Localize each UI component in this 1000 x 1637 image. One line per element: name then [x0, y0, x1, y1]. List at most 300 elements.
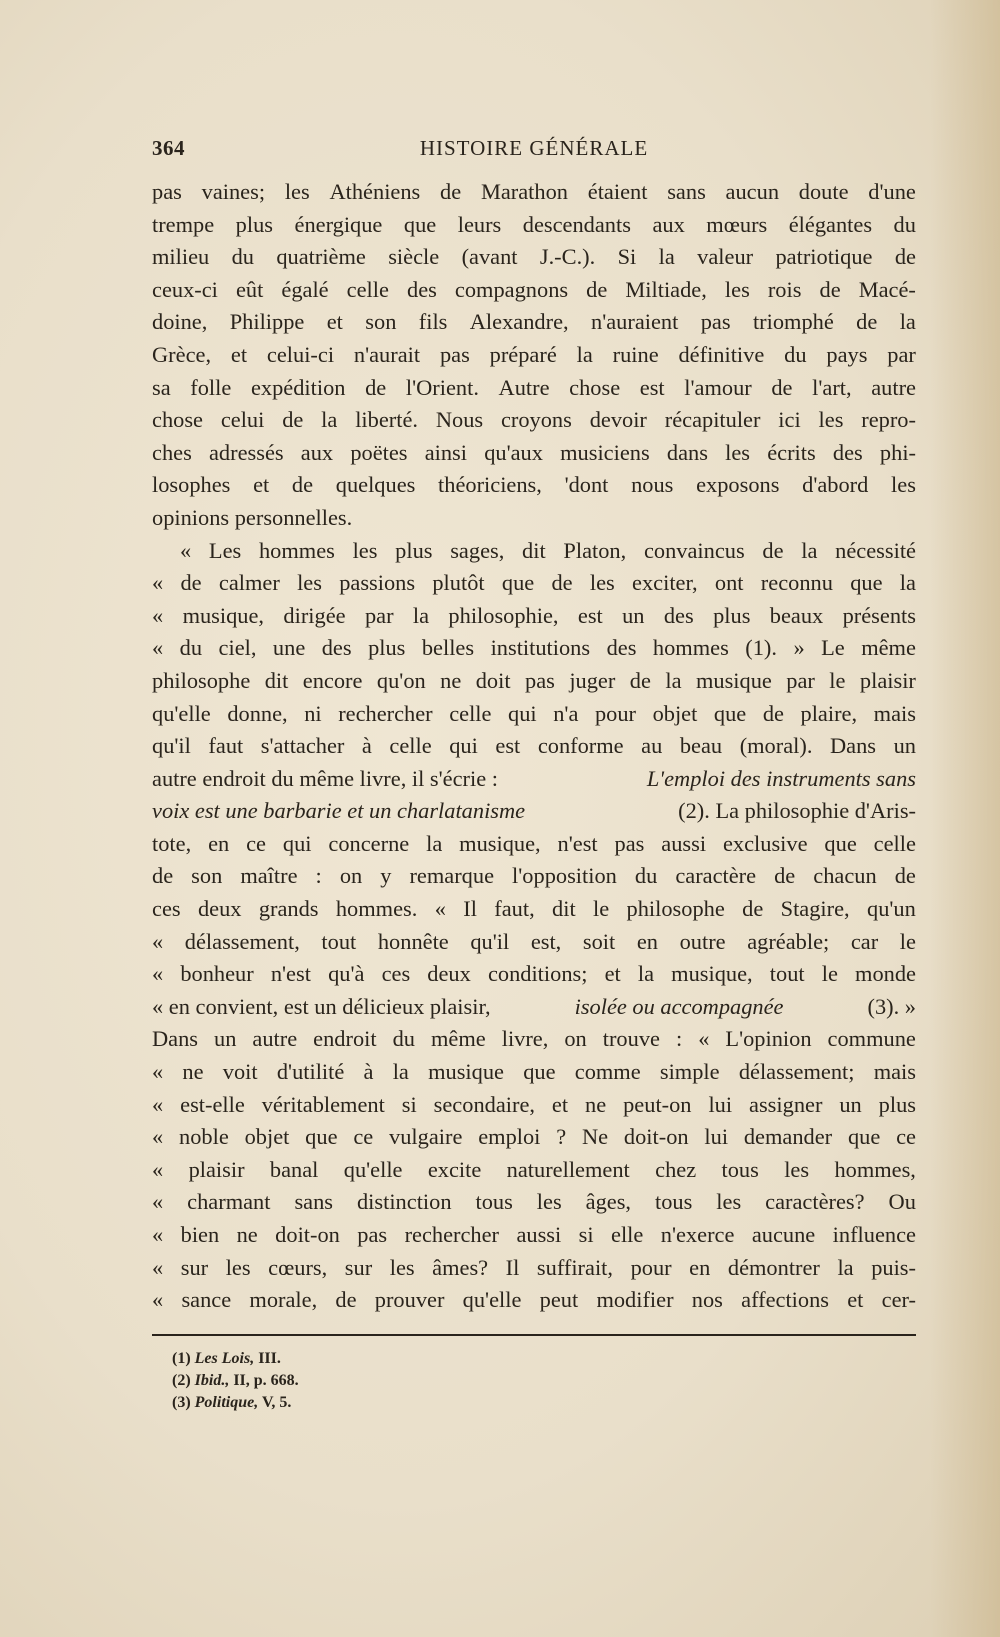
word: doute	[798, 179, 849, 204]
body-text	[152, 176, 916, 1317]
word: les	[724, 276, 750, 302]
word: l'amour	[684, 374, 752, 400]
word: pays	[826, 341, 868, 367]
word: est	[639, 374, 665, 400]
word: losophes	[152, 472, 231, 498]
word: eût	[235, 276, 264, 302]
text-line	[152, 1056, 916, 1089]
word: la	[412, 602, 430, 628]
word: de	[365, 374, 387, 400]
page-shadow	[930, 0, 1000, 1637]
word: musique,	[182, 602, 265, 628]
word: institutions	[490, 635, 591, 661]
word: ce	[246, 830, 266, 856]
word: tote,	[152, 830, 192, 856]
word: un	[893, 733, 916, 759]
word: agréable;	[747, 928, 830, 954]
word: du	[179, 635, 203, 661]
word: »	[793, 635, 805, 661]
word: lui	[704, 1124, 729, 1150]
text-line	[152, 1154, 916, 1187]
text-line	[152, 535, 916, 568]
word: la	[837, 1254, 854, 1280]
word: plutôt	[432, 570, 485, 596]
text-line	[152, 795, 916, 828]
word: du	[893, 211, 916, 237]
word: délassement;	[738, 1059, 855, 1085]
text-run: « en convient, est un délicieux plaisir,	[152, 993, 491, 1019]
word: maître	[240, 863, 298, 889]
word: nous	[631, 472, 674, 498]
word: cer-	[881, 1287, 916, 1313]
page-number: 364	[152, 136, 185, 160]
word: pas	[439, 341, 470, 367]
word: y	[380, 863, 392, 889]
word: ciel,	[218, 635, 257, 661]
word: honnête	[377, 928, 449, 954]
word: exposons	[696, 472, 780, 498]
word: demander	[743, 1124, 833, 1150]
word: qu'il	[152, 733, 191, 759]
word: ont	[714, 570, 744, 596]
word: de	[894, 244, 916, 270]
word: la	[899, 309, 916, 335]
word: on	[564, 1026, 587, 1052]
word: que	[403, 211, 437, 237]
word: sans	[667, 179, 706, 204]
text-line	[152, 665, 916, 698]
footnote-text: III.	[258, 1350, 281, 1367]
word: quatrième	[276, 244, 366, 270]
word: rechercher	[338, 700, 433, 726]
word: celui-ci	[266, 341, 335, 367]
word: en	[208, 830, 230, 856]
word: pour	[594, 700, 636, 726]
word: tout	[321, 928, 357, 954]
word: en	[636, 928, 658, 954]
word: définitive	[678, 341, 765, 367]
word: qu'aux	[484, 439, 543, 465]
word: comme	[574, 1059, 641, 1085]
text-line	[152, 698, 916, 731]
text-line	[152, 241, 916, 274]
text-line	[152, 274, 916, 307]
word: folle	[190, 374, 232, 400]
word: descendants	[522, 211, 631, 237]
word: que	[523, 1059, 556, 1085]
word: commune	[827, 1026, 916, 1052]
italic-run: voix est une barbarie et un charlatanisme	[152, 798, 526, 824]
word: distinction	[356, 1189, 452, 1215]
word: le	[899, 928, 916, 954]
word: trouve	[602, 1026, 660, 1052]
word: l'art,	[812, 374, 852, 400]
word: peut	[539, 1287, 579, 1313]
word: des	[663, 602, 694, 628]
word: sans	[294, 1189, 334, 1215]
word: rois	[767, 276, 802, 302]
word: pour	[630, 1254, 672, 1280]
word: morale,	[249, 1287, 318, 1313]
word: pas	[700, 309, 731, 335]
word: de	[819, 276, 841, 302]
word: les	[716, 1189, 742, 1215]
footnotes	[172, 1348, 772, 1414]
word: (avant	[461, 244, 518, 270]
word: «	[152, 1287, 164, 1313]
text-line	[152, 730, 916, 763]
word: plaire,	[800, 700, 858, 726]
word: «	[180, 537, 192, 563]
word: Philippe	[229, 309, 305, 335]
word: ne	[236, 1222, 258, 1247]
word: dit	[264, 667, 289, 693]
word: Si	[617, 244, 637, 270]
word: les	[297, 570, 322, 596]
word: affections	[741, 1287, 829, 1313]
word: mœurs	[706, 211, 768, 237]
word: lui	[708, 1091, 733, 1117]
word: milieu	[152, 244, 210, 270]
word: excite	[427, 1156, 482, 1182]
word: assigner	[749, 1091, 823, 1117]
word: sur	[180, 1254, 209, 1280]
page-header	[152, 128, 916, 168]
word: conforme	[537, 733, 624, 759]
text-line	[152, 600, 916, 633]
word: caractère	[675, 863, 757, 889]
word: le	[829, 667, 846, 693]
word: triomphé	[752, 309, 834, 335]
word: qu'elle	[343, 1156, 403, 1182]
word: musique,	[671, 961, 753, 987]
word: de	[771, 374, 793, 400]
word: un	[622, 602, 645, 628]
word: aux	[652, 211, 685, 237]
word: liberté.	[355, 407, 418, 433]
word: sance	[181, 1287, 232, 1313]
word: d'une	[868, 179, 916, 204]
text-line	[152, 763, 916, 796]
word: valeur	[697, 244, 754, 270]
word: deux	[427, 961, 471, 987]
word: bien	[180, 1222, 220, 1247]
word: :	[675, 1026, 683, 1052]
word: les	[389, 1254, 415, 1280]
word: juger	[569, 667, 616, 693]
word: à	[363, 1059, 374, 1085]
word: soit	[582, 928, 616, 954]
word: du	[634, 863, 658, 889]
word: modifier	[596, 1287, 674, 1313]
word: ce	[353, 1124, 374, 1150]
word: «	[152, 635, 164, 661]
word: de	[894, 863, 916, 889]
text-line	[152, 404, 916, 437]
word: passions	[339, 570, 416, 596]
word: n'auraient	[591, 309, 679, 335]
word: n'aurait	[353, 341, 421, 367]
word: grands	[258, 896, 319, 922]
word: si	[401, 1091, 417, 1117]
word: un	[214, 1026, 237, 1052]
footnote	[172, 1348, 772, 1370]
word: âmes?	[432, 1254, 489, 1280]
word: doit	[475, 667, 511, 693]
text-line	[152, 860, 916, 893]
word: vaines;	[201, 179, 266, 204]
word: celle	[389, 733, 432, 759]
word: n'exerce	[660, 1222, 735, 1247]
word: d'utilité	[276, 1059, 345, 1085]
word: outre	[679, 928, 726, 954]
word: les	[725, 439, 750, 465]
word: prouver	[374, 1287, 445, 1313]
word: si	[578, 1222, 594, 1247]
word: de	[742, 896, 764, 922]
word: «	[152, 1091, 164, 1117]
word: ne	[440, 667, 462, 693]
word: par	[786, 667, 815, 693]
text-line	[152, 1219, 916, 1252]
word: noble	[179, 1124, 229, 1150]
text-line	[152, 437, 916, 470]
word: qu'elle	[152, 700, 211, 726]
text-line	[152, 958, 916, 991]
word: «	[698, 1026, 710, 1052]
word: préparé	[489, 341, 557, 367]
word: encore	[302, 667, 363, 693]
word: expédition	[250, 374, 346, 400]
word: caractères?	[765, 1189, 865, 1215]
word: qu'elle	[462, 1287, 522, 1313]
word: adressés	[208, 439, 284, 465]
word: plus	[368, 635, 406, 661]
word: ceux-ci	[152, 276, 218, 302]
word: «	[152, 1222, 164, 1247]
word: Le	[821, 635, 845, 661]
word: reconnu	[760, 570, 833, 596]
word: emploi	[478, 1124, 541, 1150]
word: qu'à	[328, 961, 365, 987]
word: «	[152, 570, 164, 596]
word: belles	[421, 635, 475, 661]
word: Il	[505, 1254, 520, 1280]
word: les	[225, 1254, 251, 1280]
text-line	[152, 339, 916, 372]
word: plus	[878, 1091, 916, 1117]
word: que	[824, 830, 857, 856]
word: ne	[585, 1091, 607, 1117]
word: mais	[873, 1059, 916, 1085]
word: «	[434, 896, 446, 922]
word: ruine	[612, 341, 659, 367]
word: la	[665, 667, 682, 693]
text-line	[152, 306, 916, 339]
word: celle	[873, 830, 916, 856]
word: ici	[778, 407, 801, 433]
word: «	[152, 1254, 164, 1280]
text-line	[152, 1252, 916, 1285]
word: endroit	[313, 1026, 377, 1052]
word: chose	[569, 374, 621, 400]
word: n'est	[270, 961, 311, 987]
word: la	[321, 407, 338, 433]
text-line	[152, 567, 916, 600]
word: autre	[871, 374, 916, 400]
word: égalé	[281, 276, 329, 302]
word: beaux	[769, 602, 824, 628]
word: aucun	[725, 179, 780, 204]
word: banal	[269, 1156, 319, 1182]
word: et	[604, 961, 621, 987]
footnote-number: (1)	[172, 1350, 191, 1367]
word: ches	[152, 439, 192, 465]
word: Athéniens	[329, 179, 421, 204]
word: monde	[855, 961, 916, 987]
text-line	[152, 176, 916, 209]
text-line	[152, 926, 916, 959]
word: est-elle	[180, 1091, 245, 1117]
word: celui	[220, 407, 265, 433]
word: pas	[152, 179, 182, 204]
word: Miltiade,	[625, 276, 707, 302]
word: de	[440, 179, 462, 204]
word: musique	[695, 667, 772, 693]
word: dans	[666, 439, 708, 465]
text-line	[152, 991, 916, 1024]
word: de	[291, 472, 314, 498]
word: tous	[475, 1189, 513, 1215]
word: sur	[344, 1254, 373, 1280]
footnote-rule	[152, 1334, 916, 1336]
word: écrits	[767, 439, 816, 465]
word: chose	[152, 407, 203, 433]
text-run: (2). La philosophie d'Aris-	[678, 798, 916, 824]
word: «	[152, 928, 164, 954]
word: d'abord	[802, 472, 869, 498]
footnote	[172, 1392, 772, 1414]
word: de	[180, 570, 202, 596]
word: du	[392, 1026, 415, 1052]
word: ces	[381, 961, 411, 987]
word: sa	[152, 374, 171, 400]
text-line	[152, 1186, 916, 1219]
word: que	[850, 570, 883, 596]
text-run: (3). »	[867, 993, 916, 1019]
word: en	[689, 1254, 711, 1280]
word: ni	[304, 700, 322, 726]
word: qui	[282, 830, 312, 856]
word: que	[501, 570, 535, 596]
word: repro-	[861, 407, 916, 433]
word: récapituler	[664, 407, 761, 433]
word: peut-on	[623, 1091, 692, 1117]
word: naturellement	[506, 1156, 630, 1182]
word: patriotique	[775, 244, 873, 270]
word: de	[774, 863, 796, 889]
word: s'attacher	[260, 733, 345, 759]
word: poëtes	[350, 439, 408, 465]
word: compagnons	[454, 276, 569, 302]
word: deux	[197, 896, 242, 922]
footnote-reference: Les Lois,	[194, 1350, 255, 1367]
word: de	[152, 863, 174, 889]
word: de	[629, 667, 651, 693]
word: L'opinion	[725, 1026, 812, 1052]
word: exclusive	[722, 830, 808, 856]
word: livre,	[501, 1026, 549, 1052]
word: celle	[346, 276, 389, 302]
word: et	[230, 341, 248, 367]
word: Il	[463, 896, 477, 922]
word: Stagire,	[780, 896, 850, 922]
word: voit	[222, 1059, 258, 1085]
word: chez	[655, 1156, 697, 1182]
text-line	[152, 828, 916, 861]
word: leurs	[457, 211, 502, 237]
word: les	[891, 472, 916, 498]
word: philosophe	[152, 667, 251, 693]
footnote-text: V, 5.	[261, 1394, 292, 1411]
word: bonheur	[180, 961, 254, 987]
word: que	[847, 1124, 881, 1150]
word: tous	[721, 1156, 759, 1182]
word: trempe	[152, 211, 215, 237]
word: de	[856, 309, 878, 335]
word: mais	[873, 700, 916, 726]
word: des	[321, 635, 352, 661]
word: faut	[208, 733, 244, 759]
word: doit-on	[623, 1124, 689, 1150]
word: pas	[614, 830, 645, 856]
word: aussi	[516, 1222, 562, 1247]
word: les	[589, 570, 615, 596]
word: concerne	[328, 830, 410, 856]
word: chacun	[813, 863, 877, 889]
word: élégantes	[788, 211, 873, 237]
word: nos	[691, 1287, 723, 1313]
word: «	[152, 961, 164, 987]
word: objet	[244, 1124, 290, 1150]
word: calmer	[218, 570, 280, 596]
word: la	[392, 1059, 409, 1085]
word: «	[152, 1124, 164, 1150]
word: est	[495, 733, 521, 759]
word: ?	[556, 1124, 567, 1150]
word: hommes,	[834, 1156, 916, 1182]
word: son	[191, 863, 223, 889]
text-line	[152, 209, 916, 242]
footnote-number: (2)	[172, 1372, 191, 1389]
word: de	[586, 276, 608, 302]
word: phi-	[879, 439, 916, 465]
text-line: opinions personnelles.	[152, 504, 353, 530]
word: le	[821, 961, 838, 987]
word: rechercher	[404, 1222, 500, 1247]
word: et	[847, 1287, 864, 1313]
word: aux	[300, 439, 334, 465]
word: qu'il	[470, 928, 510, 954]
word: qui	[508, 700, 537, 726]
word: du	[784, 341, 807, 367]
word: conditions;	[487, 961, 588, 987]
word: une	[272, 635, 306, 661]
word: «	[152, 602, 164, 628]
word: que	[305, 1124, 338, 1150]
word: dit	[552, 896, 576, 922]
word: le	[593, 896, 610, 922]
